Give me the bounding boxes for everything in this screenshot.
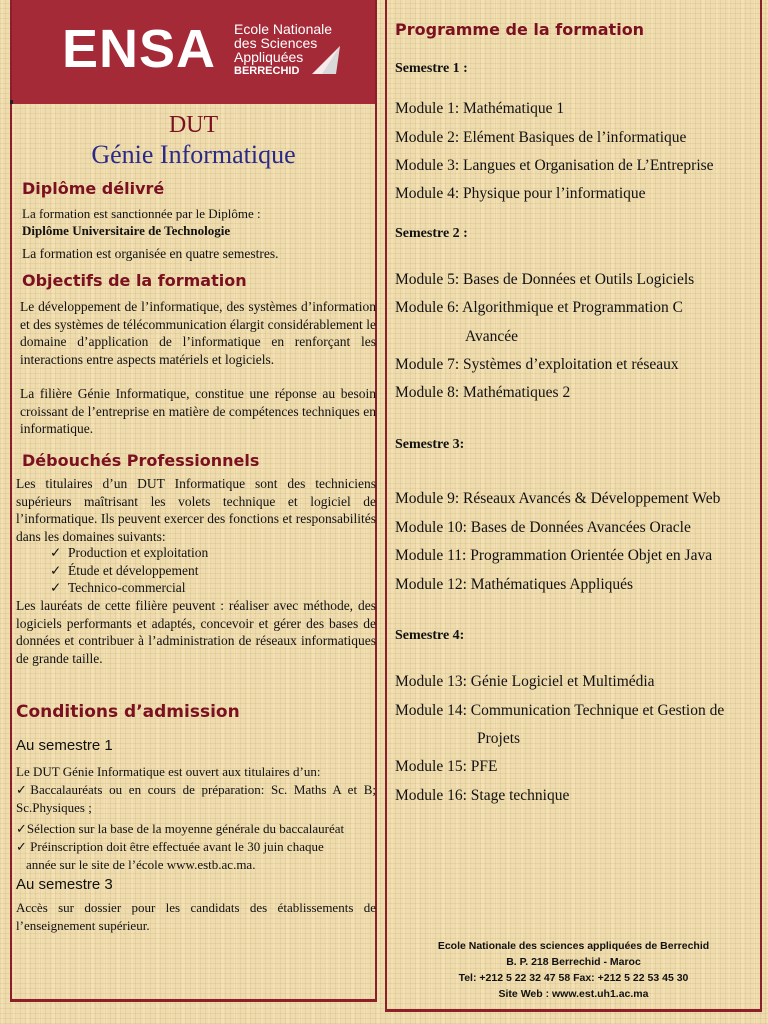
conditions-sem3-text: Accès sur dossier pour les candidats des établissements de l’enseignement supérieur. xyxy=(16,900,376,933)
objectifs-paragraph-2: La filière Génie Informatique, constitue une réponse au besoin croissant de l’entreprise en matière de compétences techniques en informatique. xyxy=(20,386,376,436)
school-line-1: Ecole Nationale xyxy=(234,21,333,37)
checkmark-icon: ✓ xyxy=(50,580,62,595)
heading-conditions: Conditions d’admission xyxy=(16,702,240,722)
conditions-sem1-item-3a: ✓ Préinscription doit être effectuée avant le 30 juin chaque xyxy=(16,839,324,854)
debouches-list xyxy=(50,544,350,597)
module-12: Module 12: Mathématiques Appliqués xyxy=(395,576,634,593)
module-11: Module 11: Programmation Orientée Objet en Java xyxy=(395,547,713,564)
heading-programme: Programme de la formation xyxy=(395,20,645,39)
list-item: ✓ Production et exploitation xyxy=(50,545,209,560)
conditions-sem1-item-2: ✓Sélection sur la base de la moyenne générale du baccalauréat xyxy=(16,821,345,836)
arrow-logo-icon xyxy=(308,40,344,76)
corner-mark xyxy=(10,100,13,104)
module-10: Module 10: Bases de Données Avancées Oracle xyxy=(395,519,691,536)
conditions-sem1-item-3b: année sur le site de l’école www.estb.ac.ma. xyxy=(26,857,256,872)
module-6: Module 6: Algorithmique et Programmation C xyxy=(395,299,684,316)
semestre-4-label: Semestre 4: xyxy=(395,628,465,643)
heading-debouches: Débouchés Professionnels xyxy=(22,451,260,470)
module-15: Module 15: PFE xyxy=(395,758,498,775)
footer-address: B. P. 218 Berrechid - Maroc xyxy=(506,956,641,968)
footer-website: Site Web : www.est.uh1.ac.ma xyxy=(498,988,649,1000)
diplome-line-3: La formation est organisée en quatre semestres. xyxy=(22,246,279,261)
module-13: Module 13: Génie Logiciel et Multimédia xyxy=(395,673,655,690)
school-line-4: BERRECHID xyxy=(234,65,300,77)
checkmark-icon: ✓ xyxy=(50,545,62,560)
diplome-line-1: La formation est sanctionnée par le Diplôme : xyxy=(22,206,261,221)
module-2: Module 2: Elément Basiques de l’informatique xyxy=(395,129,687,146)
school-line-2: des Sciences xyxy=(234,35,318,51)
heading-objectifs: Objectifs de la formation xyxy=(22,271,247,290)
title-dut: DUT xyxy=(168,112,219,138)
title-genie-informatique: Génie Informatique xyxy=(91,140,296,169)
conditions-sem1-intro: Le DUT Génie Informatique est ouvert aux titulaires d’un: xyxy=(16,764,321,779)
conditions-sem1-title: Au semestre 1 xyxy=(16,737,113,754)
module-5: Module 5: Bases de Données et Outils Logiciels xyxy=(395,271,695,288)
module-6-continued: Avancée xyxy=(465,328,519,345)
school-line-3: Appliquées xyxy=(234,49,304,65)
conditions-sem1-item-1: ✓Baccalauréats ou en cours de préparation: Sc. Maths A et B; Sc.Physiques ; xyxy=(16,782,376,815)
checkmark-icon: ✓ xyxy=(50,562,62,578)
list-item: ✓ Technico-commercial xyxy=(50,580,186,595)
heading-diplome: Diplôme délivré xyxy=(22,179,165,198)
ensa-header xyxy=(12,0,375,104)
footer-phone-fax: Tel: +212 5 22 32 47 58 Fax: +212 5 22 53 45 30 xyxy=(458,972,689,984)
semestre-3-label: Semestre 3: xyxy=(395,437,465,452)
semestre-2-label: Semestre 2 : xyxy=(395,226,468,241)
module-14-continued: Projets xyxy=(477,730,521,747)
debouches-paragraph-1: Les titulaires d’un DUT Informatique sont des techniciens supérieurs maîtrisant les volets technique et logiciel de l’informatique. Ils peuvent exercer des fonctions et responsabilités dans les domaines suivants: xyxy=(16,476,376,544)
footer-school-name: Ecole Nationale des sciences appliquées de Berrechid xyxy=(437,940,710,952)
semestre-1-label: Semestre 1 : xyxy=(395,61,468,76)
module-9: Module 9: Réseaux Avancés & Développement Web xyxy=(395,490,721,507)
module-4: Module 4: Physique pour l’informatique xyxy=(395,185,646,202)
module-3: Module 3: Langues et Organisation de L’Entreprise xyxy=(395,157,714,174)
objectifs-paragraph-1: Le développement de l’informatique, des systèmes d’information et des systèmes de télécommunication élargit considérablement le domaine d’application de l’informatique en renforçant les interactions entre aspects matériels et logiciels. xyxy=(20,299,376,367)
module-7: Module 7: Systèmes d’exploitation et réseaux xyxy=(395,356,679,373)
module-8: Module 8: Mathématiques 2 xyxy=(395,384,571,401)
module-16: Module 16: Stage technique xyxy=(395,787,570,804)
conditions-sem3-title: Au semestre 3 xyxy=(16,876,113,893)
ensa-logo: ENSA xyxy=(62,19,217,79)
debouches-paragraph-2: Les lauréats de cette filière peuvent : réaliser avec méthode, des logiciels performants et adaptés, concevoir et gérer des bases de données et contribuer à l’administration de réseaux informatiques de grande taille. xyxy=(16,598,376,666)
list-item: ✓ Étude et développement xyxy=(50,562,199,578)
module-1: Module 1: Mathématique 1 xyxy=(395,100,565,117)
diplome-line-2: Diplôme Universitaire de Technologie xyxy=(22,223,231,238)
module-14: Module 14: Communication Technique et Gestion de xyxy=(395,702,725,719)
contact-footer xyxy=(387,938,760,1002)
